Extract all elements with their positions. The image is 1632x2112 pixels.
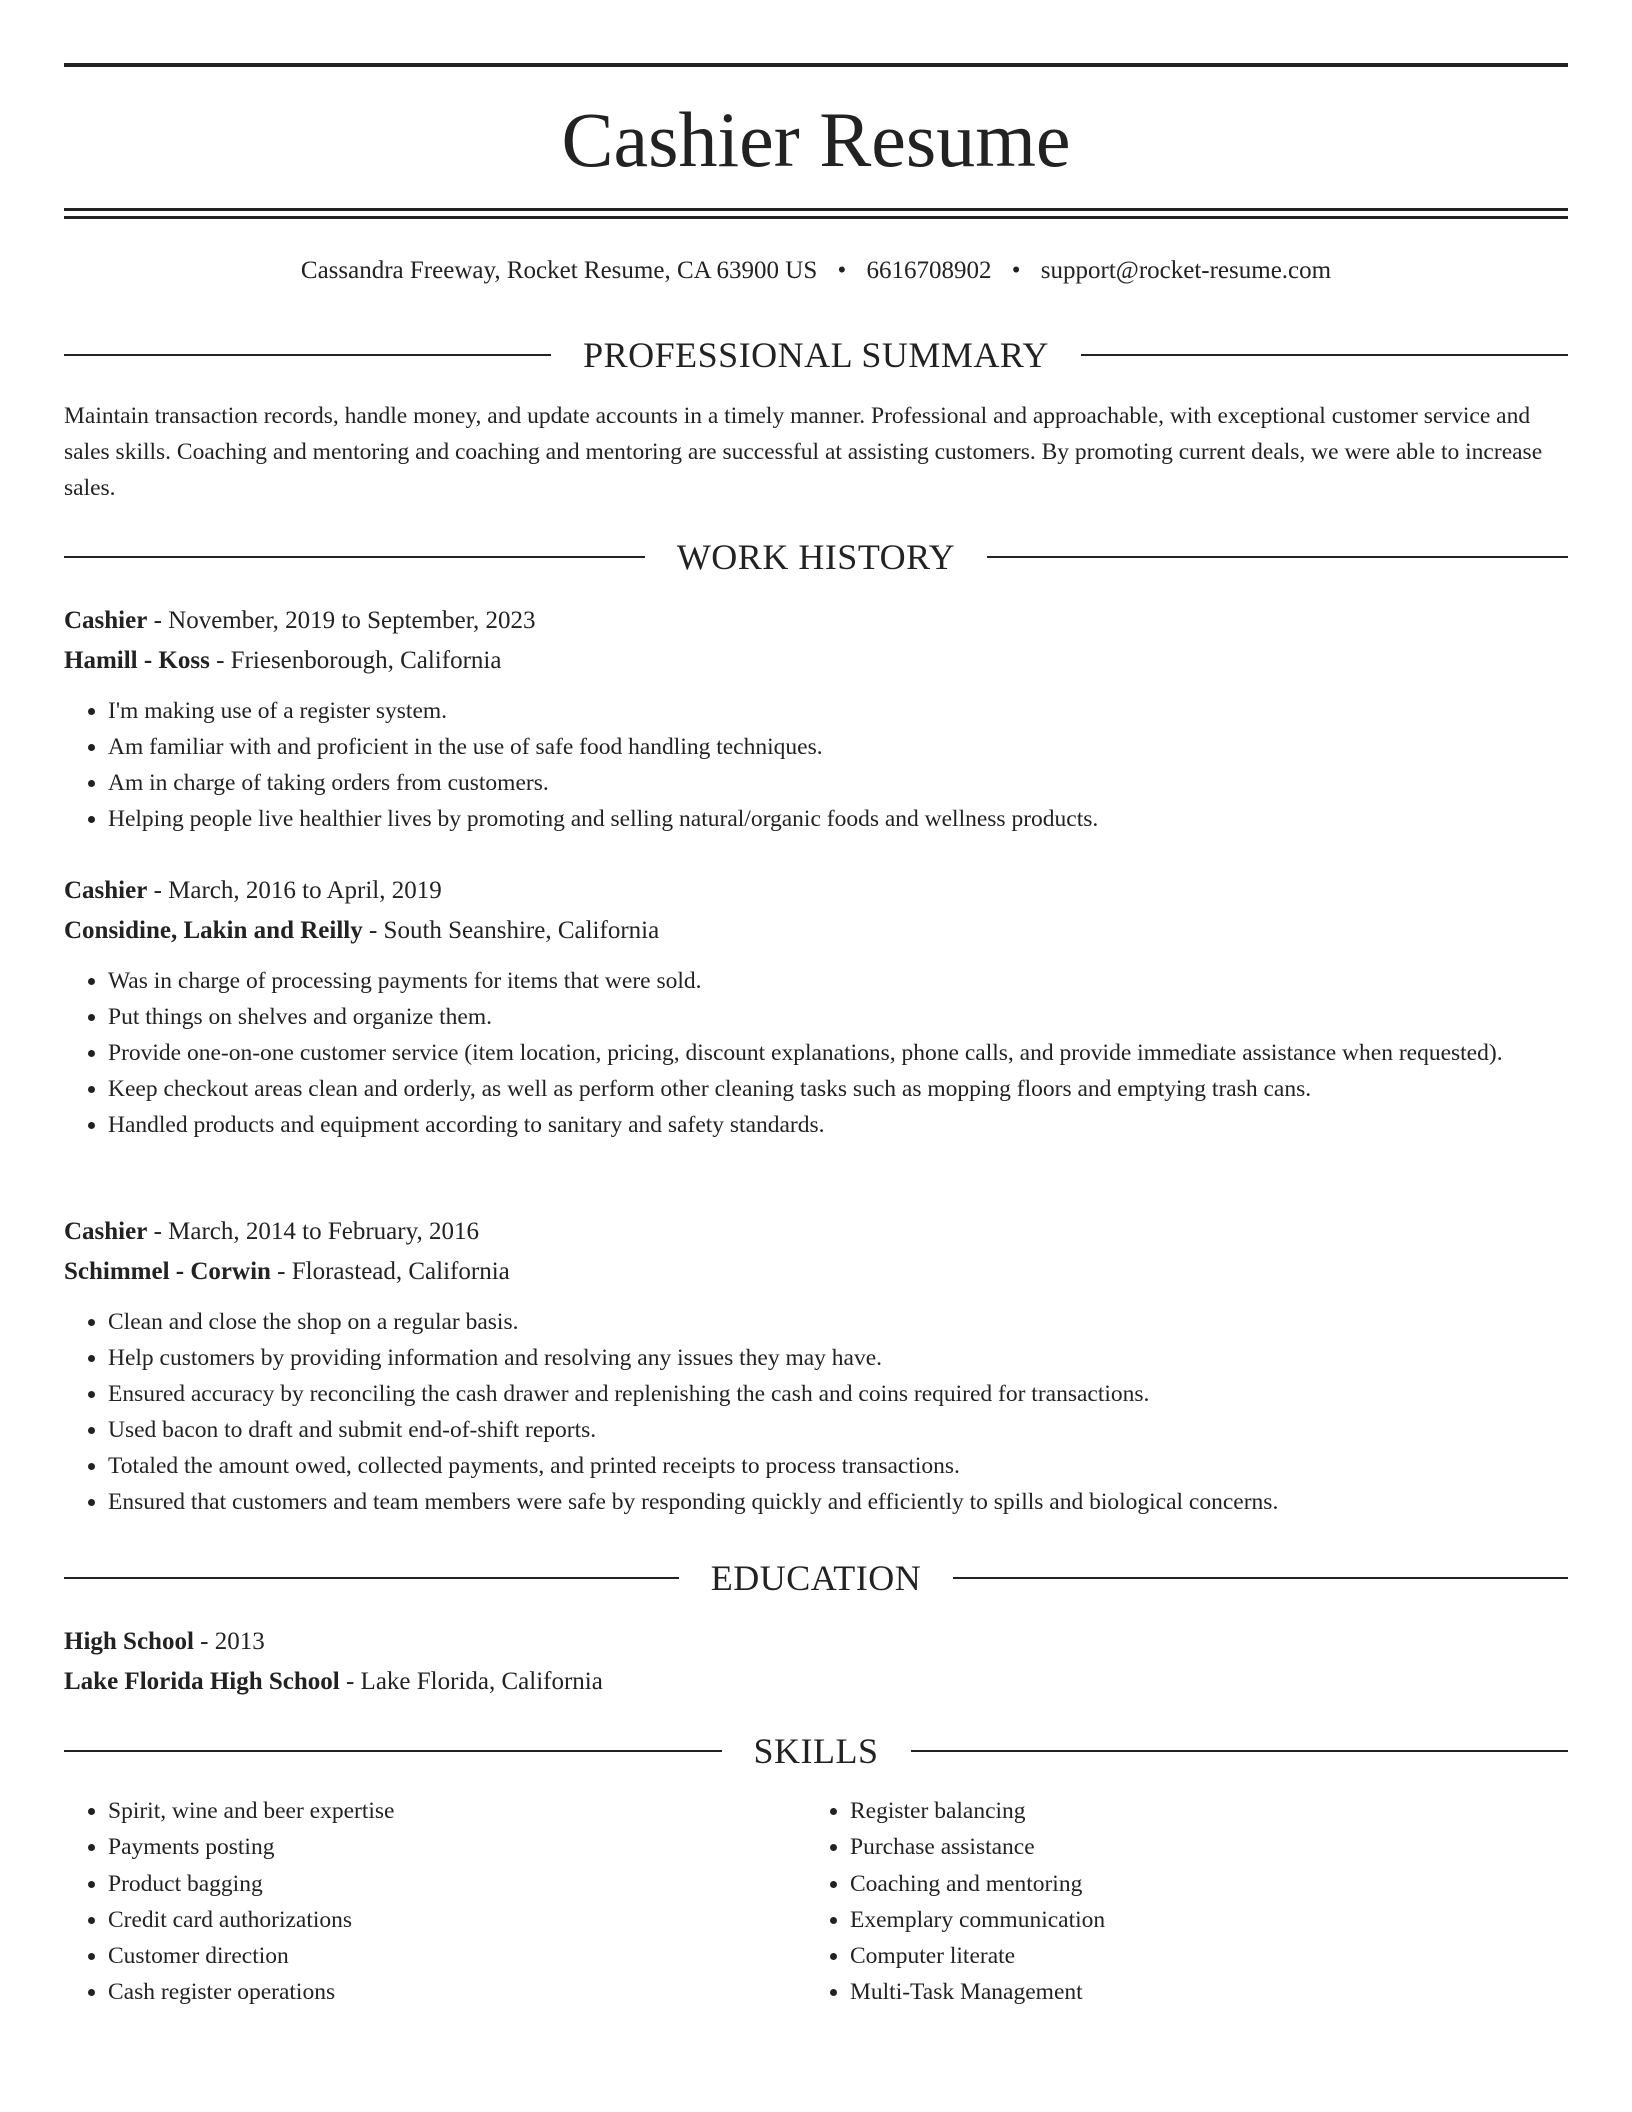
- section-header-education: [64, 1556, 1568, 1600]
- education-location: - Lake Florida, California: [339, 1668, 603, 1695]
- section-rule: [64, 556, 645, 558]
- education-school: Lake Florida High School: [64, 1668, 340, 1695]
- skill-item: • Computer literate: [850, 1938, 1548, 1974]
- job-location: - Florastead, California: [270, 1258, 510, 1285]
- job-entry: [64, 871, 1568, 1143]
- job-company-line: [64, 1252, 1568, 1292]
- skill-item: • Product bagging: [108, 1866, 806, 1902]
- job-duty: • Provide one-on-one customer service (item location, pricing, discount explanations, phone calls, and provide immediate assistance when requested).: [108, 1035, 1568, 1071]
- section-header-work: [64, 535, 1568, 579]
- education-degree: High School: [64, 1628, 194, 1655]
- section-title-summary: PROFESSIONAL SUMMARY: [583, 335, 1049, 375]
- skill-item: • Spirit, wine and beer expertise: [108, 1793, 806, 1829]
- job-duties: [64, 963, 1568, 1143]
- title-rule-lower: [64, 216, 1568, 219]
- job-entry: [64, 601, 1568, 837]
- skill-item: • Exemplary communication: [850, 1902, 1548, 1938]
- section-header-skills: [64, 1729, 1568, 1773]
- section-rule: [911, 1750, 1569, 1752]
- education-year: - 2013: [193, 1628, 265, 1655]
- job-duty: • Totaled the amount owed, collected payments, and printed receipts to process transactions.: [108, 1448, 1568, 1484]
- skills-columns: [64, 1793, 1568, 2011]
- top-rule: [64, 63, 1568, 67]
- contact-line: [64, 254, 1568, 288]
- job-duty: • Helping people live healthier lives by promoting and selling natural/organic foods and wellness products.: [108, 801, 1568, 837]
- job-duty: • Keep checkout areas clean and orderly, as well as perform other cleaning tasks such as mopping floors and emptying trash cans.: [108, 1071, 1568, 1107]
- job-dates: - November, 2019 to September, 2023: [147, 607, 536, 634]
- skills-list-left: [64, 1793, 806, 2011]
- education-school-line: [64, 1662, 1568, 1702]
- contact-email: support@rocket-resume.com: [1040, 257, 1332, 284]
- skills-list-right: [806, 1793, 1548, 2011]
- section-title-skills: SKILLS: [753, 1731, 879, 1771]
- section-rule: [64, 1577, 679, 1579]
- section-rule: [953, 1577, 1568, 1579]
- job-duty: • Ensured that customers and team members were safe by responding quickly and efficiently to spills and biological concerns.: [108, 1484, 1568, 1520]
- job-title-line: [64, 601, 1568, 641]
- section-header-summary: [64, 333, 1568, 377]
- job-duty: • Put things on shelves and organize them.: [108, 999, 1568, 1035]
- job-dates: - March, 2014 to February, 2016: [147, 1218, 479, 1245]
- job-duty: • Ensured accuracy by reconciling the cash drawer and replenishing the cash and coins required for transactions.: [108, 1376, 1568, 1412]
- skill-item: • Coaching and mentoring: [850, 1866, 1548, 1902]
- contact-separator: •: [837, 257, 847, 284]
- job-company: Considine, Lakin and Reilly: [64, 917, 363, 944]
- section-title-work: WORK HISTORY: [676, 537, 956, 577]
- job-duty: • Used bacon to draft and submit end-of-shift reports.: [108, 1412, 1568, 1448]
- skill-item: • Customer direction: [108, 1938, 806, 1974]
- skill-item: • Multi-Task Management: [850, 1974, 1548, 2010]
- job-duty: • I'm making use of a register system.: [108, 693, 1568, 729]
- job-entry: [64, 1212, 1568, 1520]
- resume-title: Cashier Resume: [561, 96, 1071, 183]
- section-title-education: EDUCATION: [710, 1558, 922, 1598]
- job-duty: • Was in charge of processing payments for items that were sold.: [108, 963, 1568, 999]
- job-duty: • Handled products and equipment according to sanitary and safety standards.: [108, 1107, 1568, 1143]
- job-duties: [64, 693, 1568, 837]
- section-rule: [64, 1750, 722, 1752]
- skill-item: • Cash register operations: [108, 1974, 806, 2010]
- job-location: - South Seanshire, California: [362, 917, 660, 944]
- skill-item: • Payments posting: [108, 1829, 806, 1865]
- section-rule: [987, 556, 1568, 558]
- summary-text: Maintain transaction records, handle money, and update accounts in a timely manner. Professional and approachable, with exceptional customer service and sales skills. Coaching and mentoring and coaching and mentoring are successful at assisting customers. By promoting current deals, we were able to increase sales.: [64, 403, 1543, 501]
- job-duties: [64, 1304, 1568, 1520]
- job-title: Cashier: [64, 877, 148, 904]
- education-entry: [64, 1622, 1568, 1702]
- title-rule-upper: [64, 208, 1568, 211]
- skill-item: • Register balancing: [850, 1793, 1548, 1829]
- contact-separator: •: [1011, 257, 1021, 284]
- education-degree-line: [64, 1622, 1568, 1662]
- job-company: Hamill - Koss: [64, 647, 210, 674]
- contact-phone: 6616708902: [866, 257, 992, 284]
- job-duty: • Clean and close the shop on a regular basis.: [108, 1304, 1568, 1340]
- job-duty: • Am in charge of taking orders from customers.: [108, 765, 1568, 801]
- job-location: - Friesenborough, California: [209, 647, 502, 674]
- job-duty: • Help customers by providing information and resolving any issues they may have.: [108, 1340, 1568, 1376]
- job-title-line: [64, 871, 1568, 911]
- job-duty: • Am familiar with and proficient in the use of safe food handling techniques.: [108, 729, 1568, 765]
- job-title: Cashier: [64, 1218, 148, 1245]
- job-company: Schimmel - Corwin: [64, 1258, 271, 1285]
- job-dates: - March, 2016 to April, 2019: [147, 877, 442, 904]
- section-rule: [64, 354, 551, 356]
- job-title: Cashier: [64, 607, 148, 634]
- section-rule: [1081, 354, 1568, 356]
- contact-address: Cassandra Freeway, Rocket Resume, CA 63900 US: [300, 257, 818, 284]
- job-company-line: [64, 911, 1568, 951]
- skill-item: • Purchase assistance: [850, 1829, 1548, 1865]
- job-title-line: [64, 1212, 1568, 1252]
- skill-item: • Credit card authorizations: [108, 1902, 806, 1938]
- job-company-line: [64, 641, 1568, 681]
